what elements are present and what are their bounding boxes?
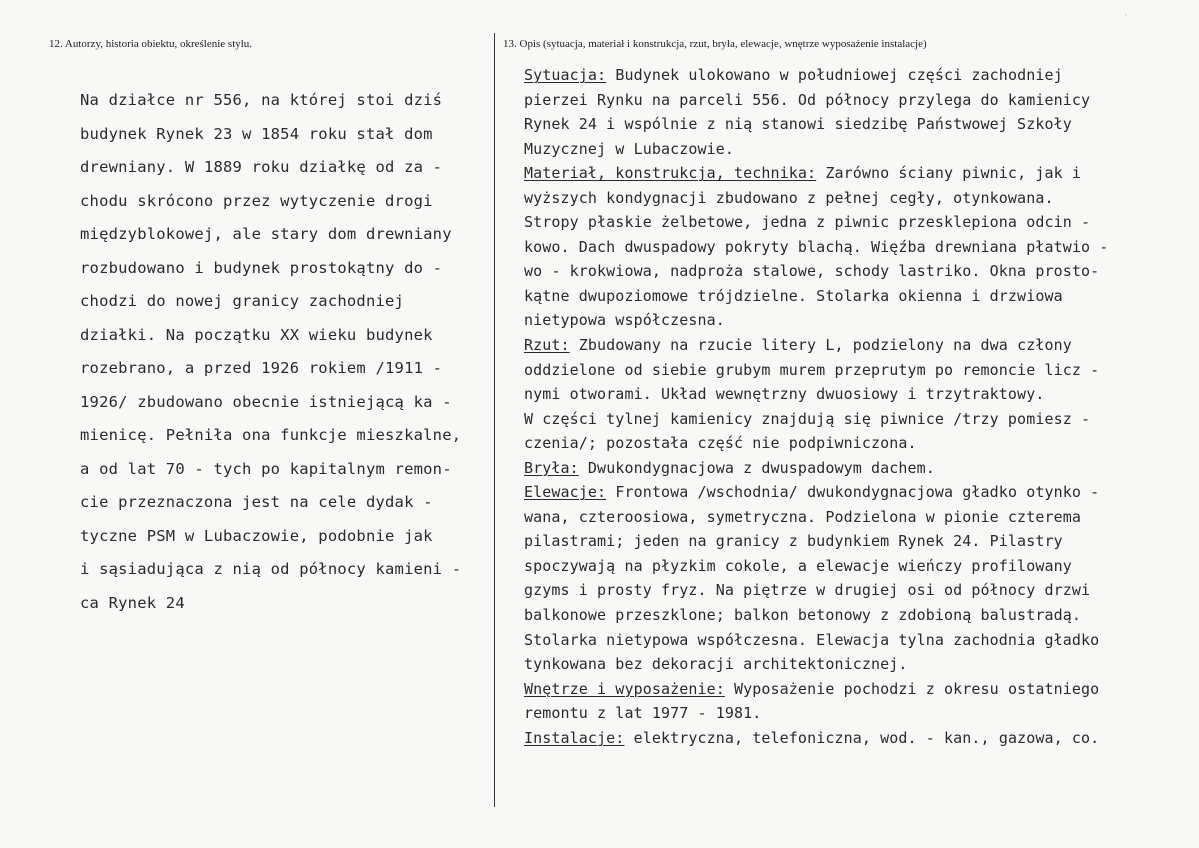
description-line [524, 382, 1184, 407]
description-line [524, 628, 1184, 653]
description-line [524, 308, 1184, 333]
section-heading: Elewacje: [524, 483, 607, 502]
description-text: wo - krokwiowa, nadproża stalowe, schody lastriko. Okna prosto- [524, 262, 1100, 281]
description-text: elektryczna, telefoniczna, wod. - kan., gazowa, co. [624, 728, 1100, 747]
left-section-header: 12. Autorzy, historia obiektu, określenie stylu. [49, 38, 253, 50]
description-text: spoczywają na płyzkim cokole, a elewacje wieńczy profilowany [524, 556, 1072, 575]
paper-speck-icon: · [1123, 10, 1130, 21]
description-line [524, 726, 1184, 751]
history-line: drewniany. W 1889 roku działkę od za - [80, 158, 443, 176]
description-text: kątne dwupoziomowe trójdzielne. Stolarka okienna i drzwiowa [524, 286, 1063, 305]
description-text: nietypowa współczesna. [524, 311, 725, 330]
description-text: Stropy płaskie żelbetowe, jedna z piwnic przesklepiona odcin - [524, 213, 1091, 232]
description-line [524, 88, 1184, 113]
description-line [524, 358, 1184, 383]
history-line: rozebrano, a przed 1926 rokiem /1911 - [80, 359, 443, 377]
history-line: tyczne PSM w Lubaczowie, podobnie jak [80, 526, 433, 545]
description-line [524, 578, 1184, 603]
description-line [524, 284, 1184, 309]
history-line: ca Rynek 24 [80, 593, 185, 612]
description-line [524, 63, 1184, 88]
section-heading: Bryła: [524, 458, 579, 477]
description-line [524, 407, 1184, 432]
description-text: Frontowa /wschodnia/ dwukondygnacjowa gładko otynko - [606, 483, 1100, 502]
right-section-header: 13. Opis (sytuacja, materiał i konstrukcja, rzut, bryła, elewacje, wnętrze wyposażenie instalacje) [503, 38, 927, 50]
description-line [524, 456, 1184, 481]
description-text: tynkowana bez dekoracji architektonicznej. [524, 655, 908, 674]
description-line [524, 554, 1184, 579]
history-line: mienicę. Pełniła ona funkcje mieszkalne, [80, 426, 462, 444]
description-line [524, 112, 1184, 137]
section-heading: Instalacje: [524, 728, 625, 747]
description-text: kowo. Dach dwuspadowy pokryty blachą. Więźba drewniana płatwio - [524, 237, 1109, 256]
description-text: remontu z lat 1977 - 1981. [524, 704, 762, 723]
description-line [524, 259, 1184, 284]
description-text: czenia/; pozostała część nie podpiwniczona. [524, 434, 917, 453]
section-heading: Wnętrze i wyposażenie: [524, 679, 725, 698]
description-text: Rynek 24 i wspólnie z nią stanowi siedzibę Państwowej Szkoły [524, 115, 1072, 134]
history-line: i sąsiadująca z nią od północy kamieni - [80, 560, 462, 578]
description-text-block [524, 63, 1184, 750]
description-line [524, 529, 1184, 554]
section-heading: Materiał, konstrukcja, technika: [524, 164, 817, 183]
column-divider [494, 33, 495, 807]
history-line: a od lat 70 - tych po kapitalnym remon- [80, 459, 452, 478]
description-line [524, 603, 1184, 628]
history-line: budynek Rynek 23 w 1854 roku stał dom [80, 124, 433, 143]
description-line [524, 235, 1184, 260]
description-text: Zbudowany na rzucie litery L, podzielony na dwa człony [569, 336, 1072, 355]
history-line: Na działce nr 556, na której stoi dziś [80, 91, 443, 109]
description-text: Wyposażenie pochodzi z okresu ostatniego [724, 679, 1100, 698]
history-line: 1926/ zbudowano obecnie istniejącą ka - [80, 392, 452, 411]
history-line: chodu skrócono przez wytyczenie drogi [80, 191, 433, 210]
history-line: chodzi do nowej granicy zachodniej [80, 292, 405, 310]
description-line [524, 677, 1184, 702]
description-line [524, 137, 1184, 162]
description-text: oddzielone od siebie grubym murem przeprutym po remoncie licz - [524, 360, 1100, 379]
description-text: pierzei Rynku na parceli 556. Od północy przylega do kamienicy [524, 90, 1091, 109]
history-line: działki. Na początku XX wieku budynek [80, 325, 433, 344]
description-text: pilastrami; jeden na granicy z budynkiem Rynek 24. Pilastry [524, 532, 1063, 551]
description-text: W części tylnej kamienicy znajdują się piwnice /trzy pomiesz - [524, 409, 1091, 428]
description-line [524, 652, 1184, 677]
section-heading: Sytuacja: [524, 66, 607, 84]
history-line: międzyblokowej, ale stary dom drewniany [80, 225, 452, 243]
history-line: cie przeznaczona jest na cele dydak - [80, 493, 433, 511]
description-line [524, 333, 1184, 358]
description-line [524, 186, 1184, 211]
description-text: Zarówno ściany piwnic, jak i [816, 164, 1081, 183]
description-line [524, 701, 1184, 726]
description-text: Muzycznej w Lubaczowie. [524, 139, 735, 158]
description-text: wana, czteroosiowa, symetryczna. Podzielona w pionie czterema [524, 507, 1081, 526]
description-text: Budynek ulokowano w południowej części zachodniej [606, 66, 1063, 84]
history-text-block [80, 88, 485, 624]
description-text: gzyms i prosty fryz. Na piętrze w drugiej osi od północy drzwi [524, 581, 1091, 600]
description-text: balkonowe przeszklone; balkon betonowy z zdobioną balustradą. [524, 606, 1081, 625]
description-text: wyższych kondygnacji zbudowano z pełnej cegły, otynkowana. [524, 188, 1054, 207]
description-text: nymi otworami. Układ wewnętrzny dwuosiowy i trzytraktowy. [524, 385, 1045, 404]
description-text: Dwukondygnacjowa z dwuspadowym dachem. [578, 458, 935, 477]
history-line: rozbudowano i budynek prostokątny do - [80, 258, 443, 277]
description-line [524, 505, 1184, 530]
description-line [524, 161, 1184, 186]
section-heading: Rzut: [524, 336, 570, 355]
description-line [524, 210, 1184, 235]
description-line [524, 480, 1184, 505]
description-text: Stolarka nietypowa współczesna. Elewacja tylna zachodnia gładko [524, 630, 1100, 649]
description-line [524, 431, 1184, 456]
